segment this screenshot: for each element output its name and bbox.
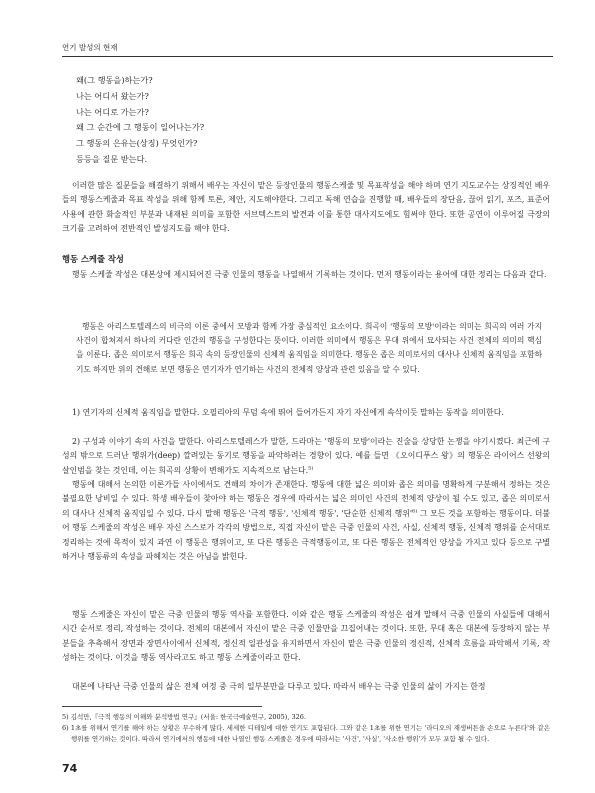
- section-heading: 행동 스케줄 작성: [62, 254, 124, 264]
- section-lead-paragraph: 행동 스케줄 작성은 대본상에 제시되어진 극중 인물의 행동을 나열해서 기록하는 것이다. 먼저 행동이라는 용어에 대한 정리는 다음과 같다.: [72, 270, 547, 279]
- paragraph-text: 행동에 대해서 논의한 이론가들 사이에서도 견해의 차이가 존재한다. 행동에 대한 넓은 의미와 좁은 의미를 명확하게 구분해서 정하는 것은 불필요한 낭비일 수 있다. 학생 배우들이 찾아야 하는 행동은 경우에 따라서는 넓은 의미인 사건의 전체적 양상이 될 수도 있고, 좁은 의미로서의 대사나 신체적 움직임일 수 있다. 다시 말해 행동은 '극적 행동', '신체적 행동', '단순한 신체적 행위': [62, 480, 550, 518]
- body-paragraph-4: 행동 스케줄은 자신이 맡은 극중 인물의 행동 역사를 포함한다. 이와 같은 행동 스케줄의 작성은 쉽게 말해서 극중 인물의 사실들에 대해서 시간 순서로 정리, 작성하는 것이다. 전체의 대본에서 자신이 맡은 극중 인물만을 끄집어내는 것이다. 또한, 무대 혹은 대본에 등장하지 않는 부분들을 추측해서 장면과 장면사이에서 신체적, 정신적 일관성을 유지하면서 자신이 맡은 극중 인물의 정신적, 신체적 흐름을 파악해서 기록, 작성하는 것이다. 이것을 행동 역사라고도 하고 행동 스케줄이라고 한다.: [62, 610, 550, 663]
- footnote-5: 5) 김석만,『극적 행동의 이해와 분석방법 연구』(서울: 한국극예술연구, 2005), 326.: [62, 713, 306, 721]
- question-line: 나는 어디로 가는가?: [76, 106, 149, 117]
- footnote-rule: [62, 706, 262, 707]
- paragraph-text: 2) 구성과 이야기 속의 사건을 말한다. 아리스토텔레스가 말한, 드라마는 '행동의 모방'이라는 진술을 상당한 논쟁을 야기시켰다. 최근에 구성의 밖으로 드러난 행위가(deep) 깔려있는 동기로 행동을 파악하려는 경향이 있다. 예를 들면 《오이디푸스 왕》의 행동은 라이어스 선왕의 살인범을 찾는 것인데, 이는 희곡의 상황이 변해가도 지속적으로 남는다.: [62, 437, 550, 475]
- footnotes: [62, 712, 550, 745]
- body-paragraph-5: 대본에 나타난 극중 인물의 삶은 전체 여정 중 극히 일부분만을 다루고 있다. 따라서 배우는 극중 인물의 삶이 가지는 한정: [72, 682, 486, 691]
- paragraph-text: 그 모든 것을 포함하는 행동이다. 더불어 행동 스케줄의 작성은 배우 자신 스스로가 각각의 방법으로, 직접 자신이 맡은 극중 인물의 사건, 사실, 신체적 행동, 신체적 행위를 순서대로 정리하는 것에 목적이 있지 과연 이 행동은 행위이고, 또 다른 행동은 극적행동이고, 또 다른 행동은 전체적인 양상을 가지고 있다 등으로 구별하거나 행동류의 속성을 파헤치는 것은 아님을 밝힌다.: [62, 508, 550, 562]
- question-line: 나는 어디서 왔는가?: [76, 90, 149, 101]
- body-paragraph-3: [62, 478, 550, 564]
- footnote-ref-5[interactable]: 5): [308, 465, 314, 472]
- question-line: 왜(그 행동을)하는가?: [76, 75, 153, 85]
- question-line: 왜 그 순간에 그 행동이 일어나는가?: [76, 122, 205, 133]
- body-paragraph-1: 1) 연기자의 신체적 움직임을 말한다. 오필리아의 무덤 속에 뛰어 들어가든지 자기 자신에게 속삭이듯 말하는 동작을 의미한다.: [72, 408, 504, 417]
- footnote-6: 6) 1초를 위해서 연기를 해야 하는 상황은 무수하게 많다. 세세한 디테일에 대한 연기도 포함된다. 그와 같은 1초를 위한 연기는 '라디오의 재생버튼을 손으로 누른다'와 같은 행위를 연기하는 것이다. 따라서 연기에서의 행동에 대한 나열인 행동 스케줄은 경우에 따라서는 '사건', '사실', '사소한 행위'가 모두 포함 될 수 있다.: [62, 724, 550, 743]
- header-rule: [62, 56, 553, 57]
- running-header: 연기 발성의 현재: [62, 43, 118, 52]
- question-line: 그 행동의 은유는(상징) 무엇인가?: [76, 138, 198, 149]
- intro-paragraph: 이러한 많은 질문들을 해결하기 위해서 배우는 자신이 맡은 등장인물의 행동스케줄 및 목표작성을 해야 하며 연기 지도교수는 상징적인 배우들의 행동스케줄과 목표 작성을 위해 함께 토론, 제안, 지도해야한다. 그리고 독해 연습을 진행할 때, 배우들의 장단음, 끊어 읽기, 포즈, 표준어 사용에 관한 화술적인 부분과 내재된 의미를 포함한 서브텍스트의 발견과 이를 통한 대사지도에도 힘써야 한다. 또한 공연이 이루어질 극장의 크기를 고려하여 전반적인 발성지도를 해야 한다.: [62, 181, 550, 234]
- body-paragraph-2: [62, 435, 550, 478]
- question-list: [76, 73, 204, 168]
- block-quote: 행동은 아리스토텔레스의 비극의 이론 중에서 모방과 함께 가장 중심적인 요소이다. 희곡이 '행동의 모방'이라는 의미는 희곡의 여러 가지 사건이 합쳐져서 하나의 커다란 인간의 행동을 구성한다는 뜻이다. 이러한 의미에서 행동은 무대 위에서 묘사되는 사건 전체의 의미의 핵심을 이룬다. 좁은 의미로서 행동은 희곡 속의 등장인물의 신체적 움직임을 의미한다. 행동은 좁은 의미로서의 대사나 신체적 움직임을 포함하기도 하지만 위의 견해로 보면 행동은 연기자가 연기하는 사건의 전체적 양상과 관련 있음을 알 수 있다.: [76, 322, 542, 374]
- footnote-ref-6[interactable]: 6): [412, 508, 418, 515]
- page-number: 74: [62, 762, 78, 775]
- question-line: 등등을 질문 받는다.: [76, 153, 148, 164]
